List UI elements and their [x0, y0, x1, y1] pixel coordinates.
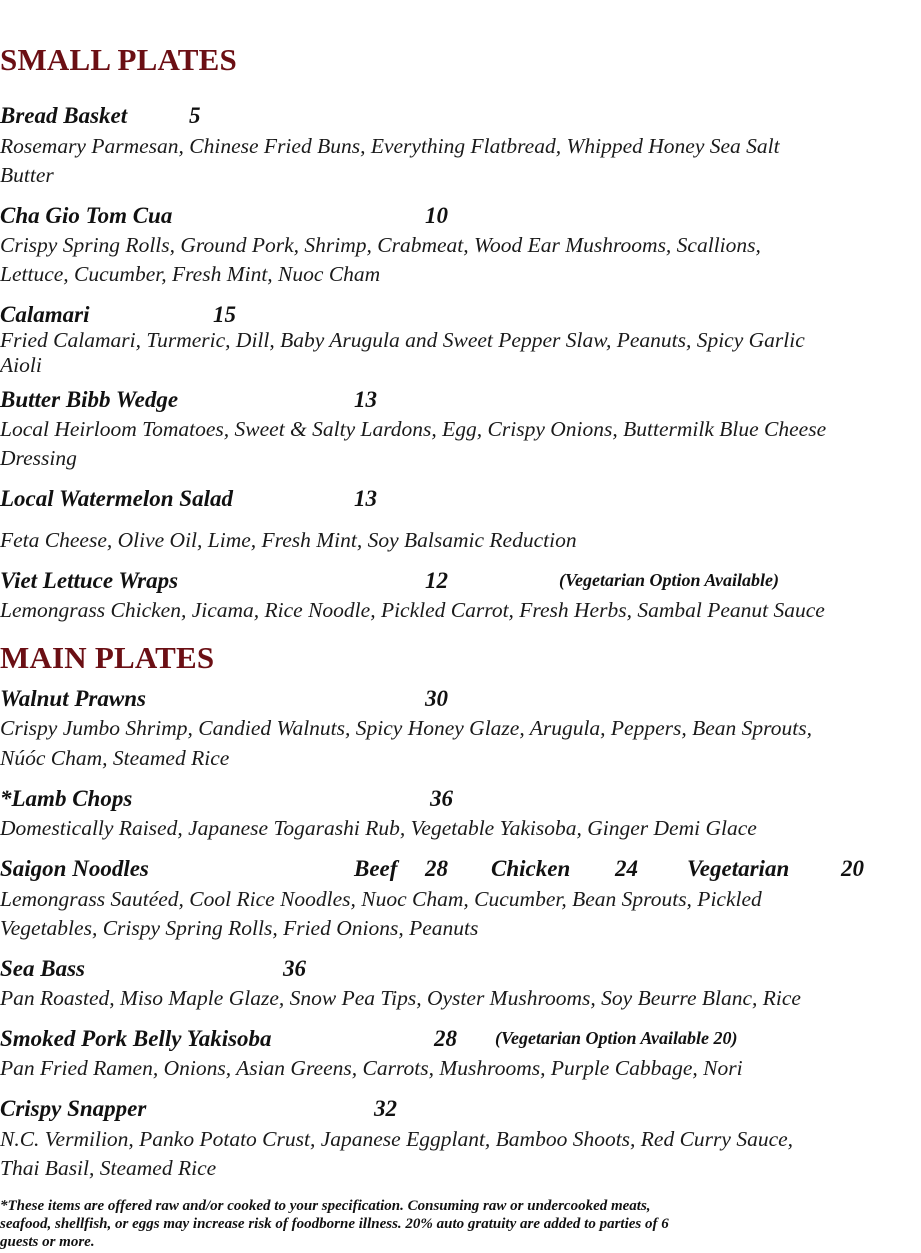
- item-description: Butter: [0, 163, 54, 187]
- menu-item-walnut-prawns: [0, 686, 921, 714]
- menu-item-lamb-chops: [0, 786, 921, 814]
- item-name: Saigon Noodles: [0, 856, 149, 881]
- item-name: Sea Bass: [0, 956, 85, 981]
- menu-item-crispy-snapper: [0, 1096, 921, 1124]
- item-price: 30: [425, 686, 448, 711]
- option-label-vegetarian: Vegetarian: [687, 856, 790, 881]
- item-price: 36: [283, 956, 306, 981]
- item-price: 12: [425, 568, 448, 593]
- item-description: Feta Cheese, Olive Oil, Lime, Fresh Mint, Soy Balsamic Reduction: [0, 528, 577, 552]
- item-description: Local Heirloom Tomatoes, Sweet & Salty Lardons, Egg, Crispy Onions, Buttermilk Blue Cheese: [0, 417, 827, 441]
- item-name: Smoked Pork Belly Yakisoba: [0, 1026, 272, 1051]
- menu-item-smoked-pork-belly-yakisoba: [0, 1026, 921, 1054]
- item-description: Crispy Spring Rolls, Ground Pork, Shrimp, Crabmeat, Wood Ear Mushrooms, Scallions,: [0, 233, 761, 257]
- item-description: N.C. Vermilion, Panko Potato Crust, Japanese Eggplant, Bamboo Shoots, Red Curry Sauce,: [0, 1127, 794, 1151]
- menu-item-sea-bass: [0, 956, 921, 984]
- item-price: 32: [374, 1096, 397, 1121]
- option-price-chicken: 24: [615, 856, 638, 881]
- item-price: 10: [425, 203, 448, 228]
- item-description: Fried Calamari, Turmeric, Dill, Baby Arugula and Sweet Pepper Slaw, Peanuts, Spicy Garlic: [0, 328, 805, 352]
- item-description: Thai Basil, Steamed Rice: [0, 1156, 217, 1180]
- disclaimer-line: guests or more.: [0, 1234, 95, 1250]
- item-description: Dressing: [0, 446, 77, 470]
- item-name: Calamari: [0, 302, 90, 327]
- item-description: Lemongrass Sautéed, Cool Rice Noodles, Nuoc Cham, Cucumber, Bean Sprouts, Pickled: [0, 887, 762, 911]
- disclaimer-line: *These items are offered raw and/or cooked to your specification. Consuming raw or undercooked meats,: [0, 1198, 651, 1214]
- item-description: Crispy Jumbo Shrimp, Candied Walnuts, Spicy Honey Glaze, Arugula, Peppers, Bean Sprouts,: [0, 716, 812, 740]
- menu-item-cha-gio-tom-cua: [0, 203, 921, 231]
- item-name: Local Watermelon Salad: [0, 486, 233, 511]
- item-price: 13: [354, 486, 377, 511]
- item-description: Pan Roasted, Miso Maple Glaze, Snow Pea Tips, Oyster Mushrooms, Soy Beurre Blanc, Rice: [0, 986, 801, 1010]
- item-description: Rosemary Parmesan, Chinese Fried Buns, Everything Flatbread, Whipped Honey Sea Salt: [0, 134, 780, 158]
- item-price: 5: [189, 103, 201, 128]
- item-description: Lettuce, Cucumber, Fresh Mint, Nuoc Cham: [0, 262, 381, 286]
- menu-item-viet-lettuce-wraps: [0, 568, 921, 596]
- menu-item-butter-bibb-wedge: [0, 387, 921, 415]
- item-description: Domestically Raised, Japanese Togarashi Rub, Vegetable Yakisoba, Ginger Demi Glace: [0, 816, 757, 840]
- menu-item-bread-basket: [0, 103, 921, 131]
- option-label-beef: Beef: [354, 856, 398, 881]
- item-price: 13: [354, 387, 377, 412]
- item-name: Walnut Prawns: [0, 686, 146, 711]
- item-name: Butter Bibb Wedge: [0, 387, 179, 412]
- item-name: Cha Gio Tom Cua: [0, 203, 173, 228]
- option-price-vegetarian: 20: [841, 856, 864, 881]
- item-description: Vegetables, Crispy Spring Rolls, Fried Onions, Peanuts: [0, 916, 479, 940]
- item-description: Lemongrass Chicken, Jicama, Rice Noodle, Pickled Carrot, Fresh Herbs, Sambal Peanut Sauce: [0, 598, 825, 622]
- item-description: Núóc Cham, Steamed Rice: [0, 746, 230, 770]
- option-label-chicken: Chicken: [491, 856, 571, 881]
- option-price-beef: 28: [425, 856, 448, 881]
- item-description: Pan Fried Ramen, Onions, Asian Greens, Carrots, Mushrooms, Purple Cabbage, Nori: [0, 1056, 743, 1080]
- item-name: Viet Lettuce Wraps: [0, 568, 179, 593]
- item-price: 15: [213, 302, 236, 327]
- item-name: Crispy Snapper: [0, 1096, 147, 1121]
- item-description: Aioli: [0, 353, 42, 377]
- menu-item-saigon-noodles: [0, 856, 921, 884]
- disclaimer-line: seafood, shellfish, or eggs may increase risk of foodborne illness. 20% auto gratuity are added to parties of 6: [0, 1216, 669, 1232]
- main-plates-heading: MAIN PLATES: [0, 640, 215, 675]
- item-name: *Lamb Chops: [0, 786, 133, 811]
- vegetarian-option-note: (Vegetarian Option Available 20): [495, 1028, 738, 1048]
- small-plates-heading: SMALL PLATES: [0, 42, 237, 77]
- item-price: 28: [434, 1026, 457, 1051]
- menu-item-local-watermelon-salad: [0, 486, 921, 514]
- item-price: 36: [430, 786, 453, 811]
- item-name: Bread Basket: [0, 103, 128, 128]
- vegetarian-option-note: (Vegetarian Option Available): [559, 570, 779, 590]
